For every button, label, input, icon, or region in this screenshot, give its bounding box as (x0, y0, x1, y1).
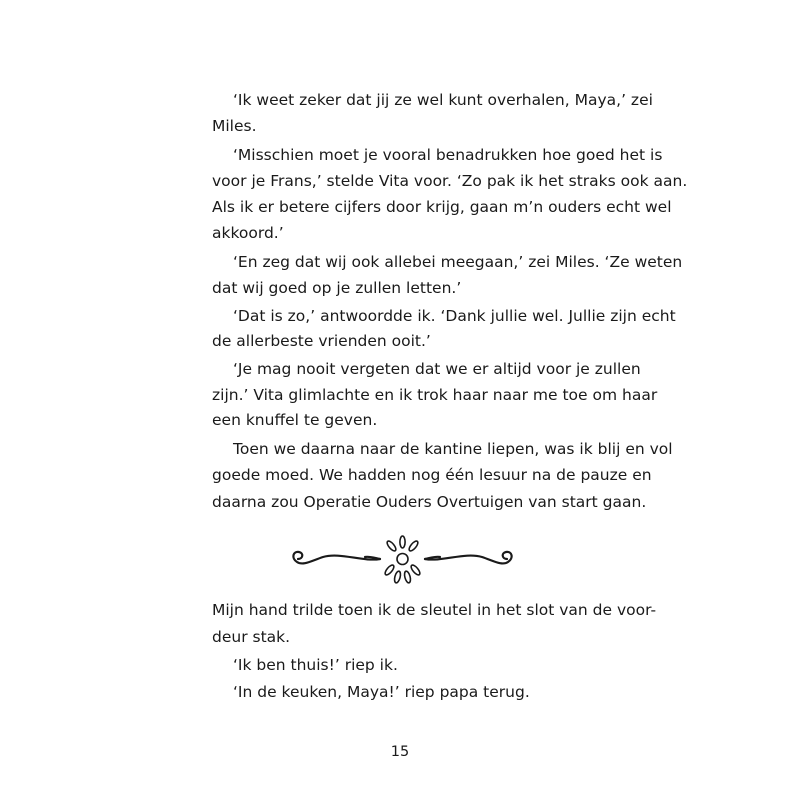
text-line: ‘Misschien moet je vooral benadrukken hoe goed het is (233, 146, 663, 164)
text-line: ‘In de keuken, Maya!’ riep papa terug. (233, 683, 530, 701)
text-line: ‘Ik weet zeker dat jij ze wel kunt overhalen, Maya,’ zei (233, 91, 653, 109)
text-line: Toen we daarna naar de kantine liepen, was ik blij en vol (233, 440, 673, 458)
text-line: Miles. (212, 117, 257, 135)
text-line: daarna zou Operatie Ouders Overtuigen van start gaan. (212, 493, 647, 511)
text-line: ‘Je mag nooit vergeten dat we er altijd voor je zullen (233, 360, 641, 378)
page-number: 15 (390, 744, 410, 760)
text-line: de allerbeste vrienden ooit.’ (212, 332, 431, 350)
text-line: deur stak. (212, 628, 291, 646)
flourish-divider-icon (285, 532, 520, 584)
text-line: voor je Frans,’ stelde Vita voor. ‘Zo pak ik het straks ook aan. (212, 172, 688, 190)
text-line: een knuffel te geven. (212, 411, 378, 429)
text-line: ‘Ik ben thuis!’ riep ik. (233, 656, 398, 674)
text-line: zijn.’ Vita glimlachte en ik trok haar naar me toe om haar (212, 386, 658, 404)
text-line: dat wij goed op je zullen letten.’ (212, 279, 462, 297)
text-line: ‘En zeg dat wij ook allebei meegaan,’ zei Miles. ‘Ze weten (233, 253, 683, 271)
text-line: Mijn hand trilde toen ik de sleutel in het slot van de voor- (212, 601, 657, 619)
text-line: ‘Dat is zo,’ antwoordde ik. ‘Dank jullie wel. Jullie zijn echt (233, 307, 676, 325)
text-line: goede moed. We hadden nog één lesuur na de pauze en (212, 466, 652, 484)
text-line: akkoord.’ (212, 224, 284, 242)
text-line: Als ik er betere cijfers door krijg, gaan m’n ouders echt wel (212, 198, 672, 216)
